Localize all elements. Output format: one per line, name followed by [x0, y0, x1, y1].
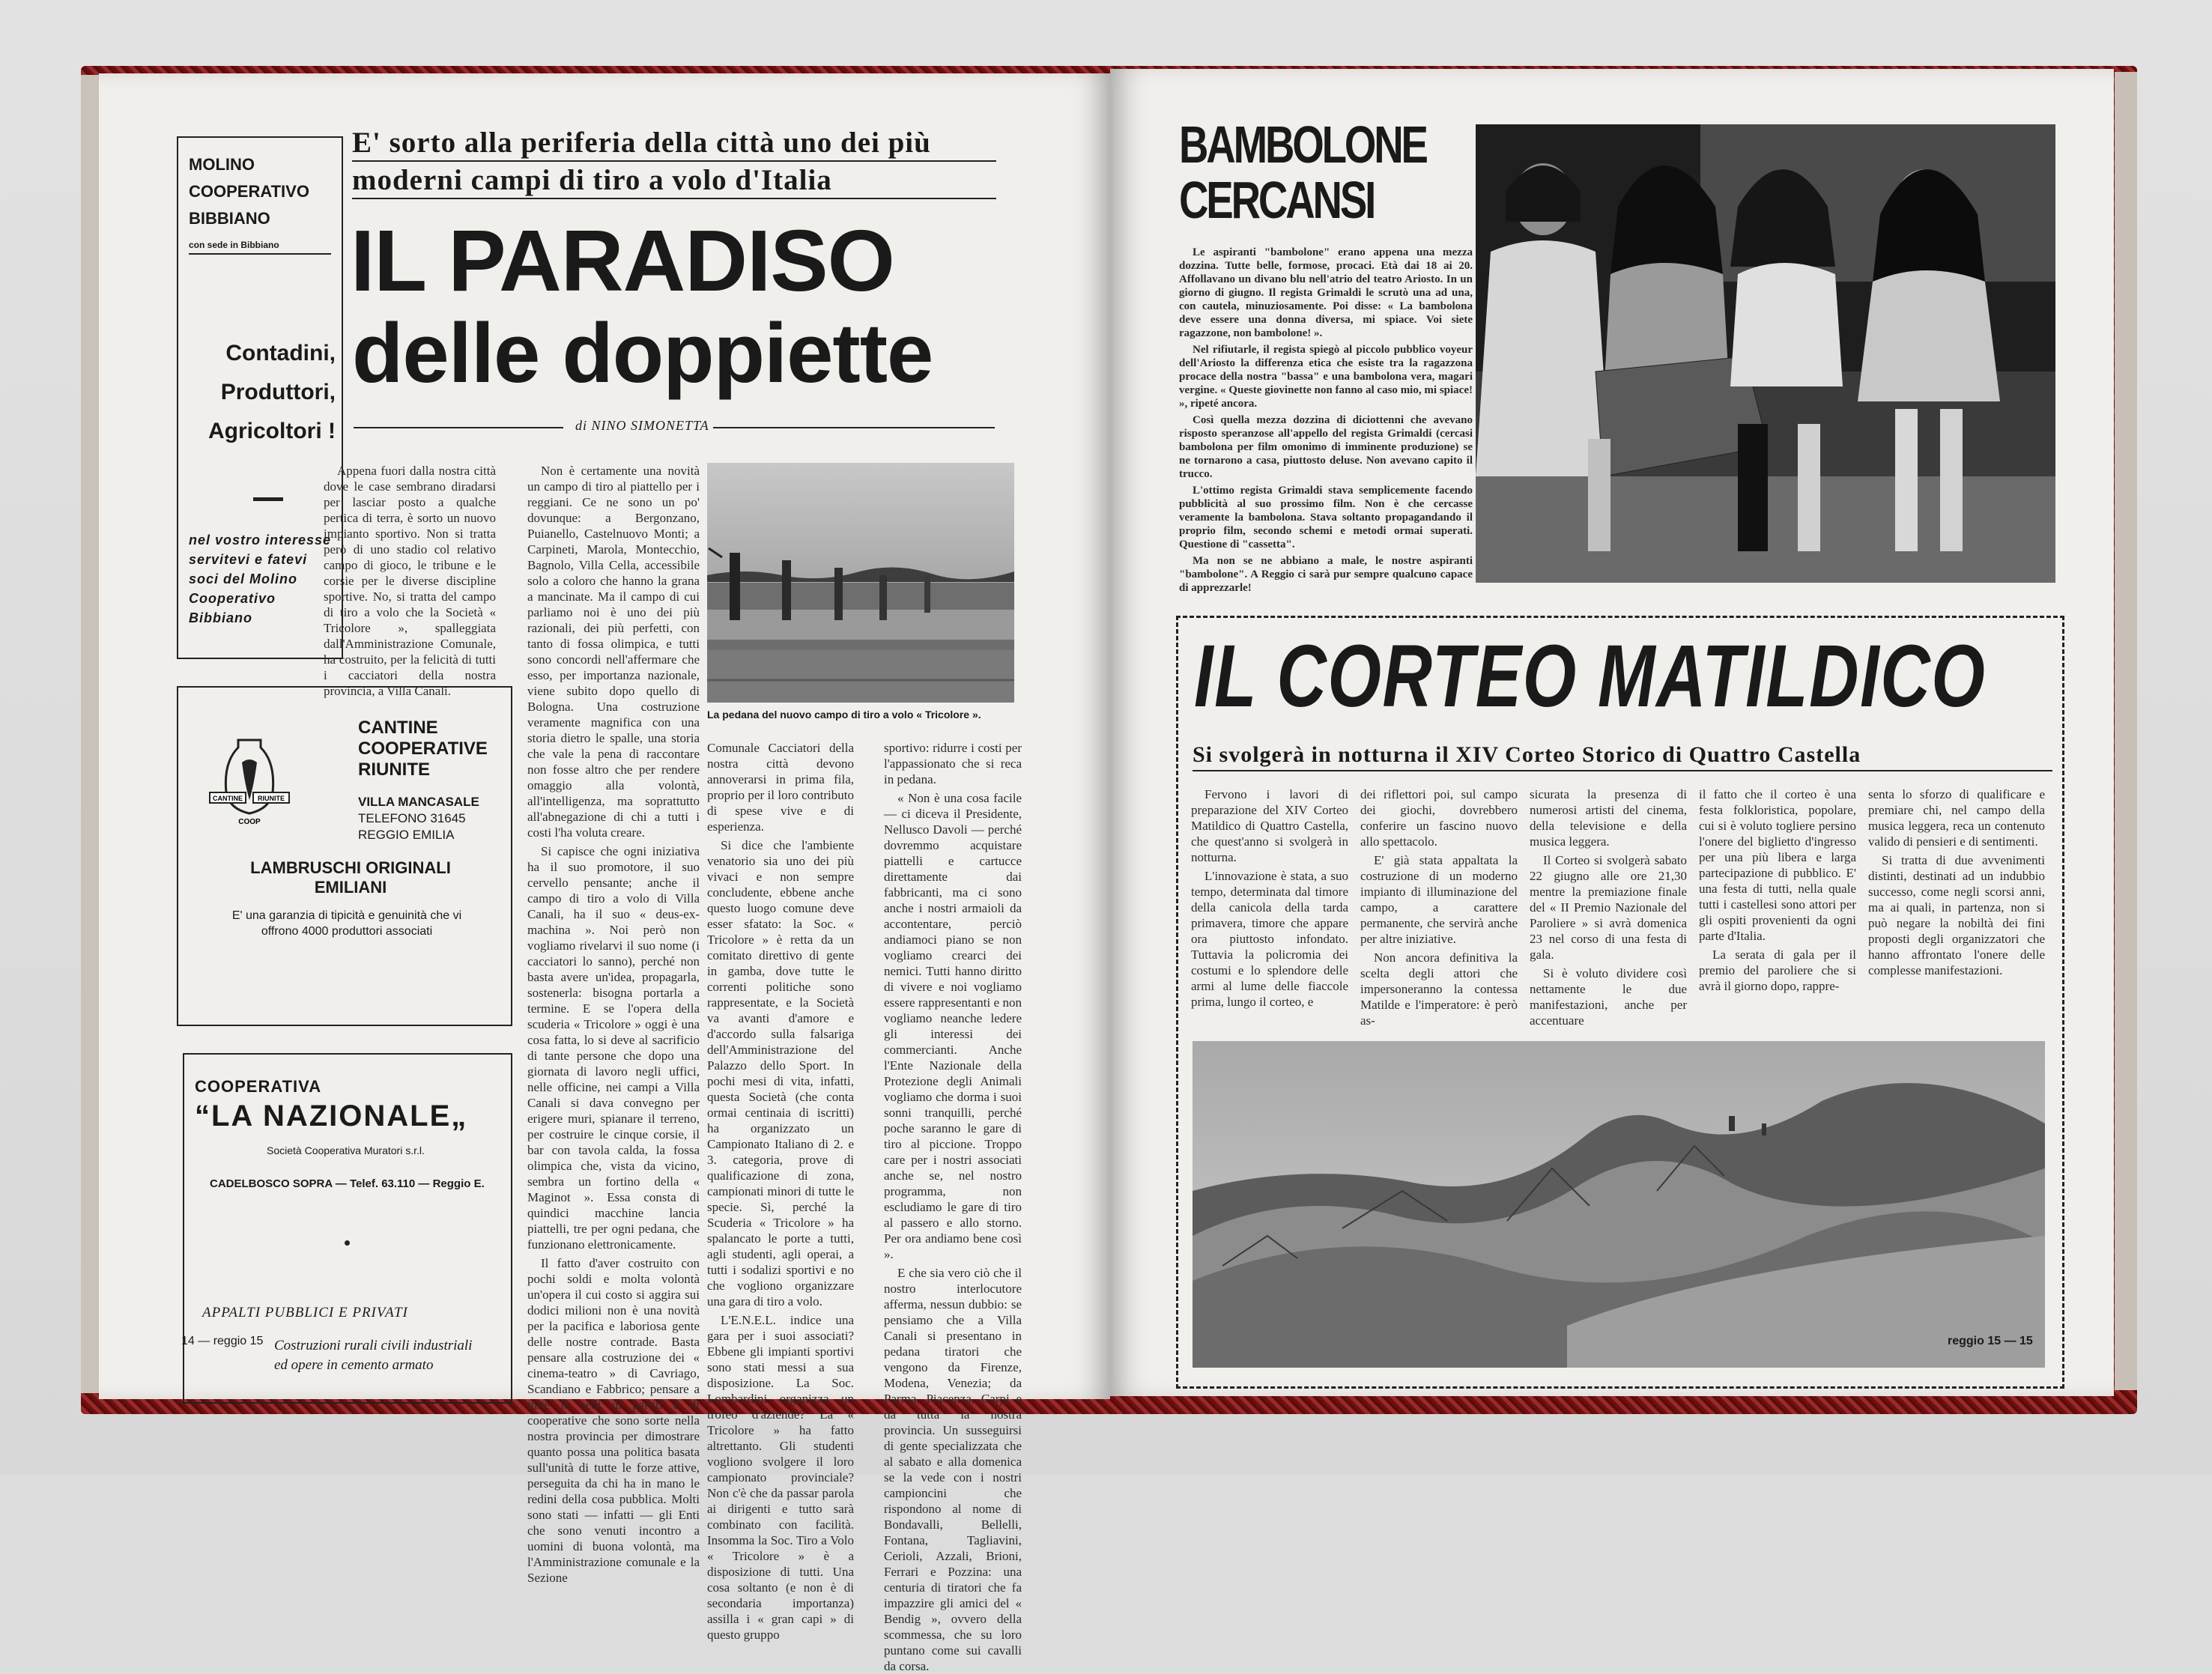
corteo-title: IL CORTEO MATILDICO [1194, 627, 1987, 726]
photo-caption: La pedana del nuovo campo di tiro a volo « Tricolore ». [707, 709, 981, 721]
article-title-2: delle doppiette [352, 306, 933, 400]
nazionale-line2: Costruzioni rurali civili industriali [274, 1338, 473, 1353]
svg-text:COOP: COOP [238, 818, 261, 826]
molino-slogan: Contadini, Produttori, Agricoltori ! [208, 341, 336, 443]
shooting-range-photo [707, 463, 1014, 703]
molino-dash [253, 497, 283, 501]
kicker-rule-1 [352, 160, 996, 162]
article-kicker: E' sorto alla periferia della città uno dei più moderni campi di tiro a volo d'Italia [352, 127, 931, 196]
article-col-3: Comunale Cacciatori della nostra città devono annoverarsi in prima fila, proprio per il loro contributo di spese vive e di esperienza. Si dice che l'ambiente venatorio sia uno dei più vivaci e non sempre concludente, ebbene anche questo luogo comune deve esser sfatato: la Soc. « Tricolore » è retta da un comitato direttivo di gente in gamba, dove tutte le correnti politiche sono rappresentate, e la Società va avanti d'amore e d'accordo sulla falsariga dell'Amministrazione del Palazzo dello Sport. In pochi mesi di vita, infatti, questa Società (che conta ormai centinaia di iscritti) ha organizzato un Campionato Italiano di 2. e 3. categoria, prove di qualificazione di zona, campionati minori di tutte le specie. Sì, perché la Scuderia « Tricolore » ha spalancato le porte a tutti, agli studenti, agli operai, a tutti i sodalizi sportivi e no che vogliono organizzare una gara di tiro a volo. L'E.N.E.L. indice una gara per i suoi associati? Ebbene gli impianti sportivi sono stati messi a sua disposizione. La Soc. Lombardini organizza un trofeo d'aziende? La « Tricolore » ha fatto altrettanto. Gli studenti vogliono svolgere il loro campionato provinciale? Non c'è che da passar parola ai dirigenti e tutto sarà combinato con facilità. Insomma la Soc. Tiro a Volo « Tricolore » è a disposizione di tutti. Una cosa soltanto (e non è di secondaria importanza) assilla i « gran capi » di questo gruppo [707, 741, 854, 1642]
cantine-address: VILLA MANCASALE TELEFONO 31645 REGGIO EMILIA [358, 795, 479, 842]
cover-edge-right [2115, 72, 2137, 1390]
corteo-col-3: sicurata la presenza di numerosi artisti del cinema, della televisione e della musica leggera. Il Corteo si svolgerà sabato 22 giugno alle ore 21,30 mentre la premiazione finale del « II Premio Nazionale del Paroliere » si avrà domenica 23 nel corso di una festa di gala. Si è voluto dividere così nettamente le due manifestazioni, anche per accentuare [1530, 787, 1687, 1028]
left-folio: 14 — reggio 15 [181, 1335, 264, 1347]
nazionale-line1: APPALTI PUBBLICI E PRIVATI [202, 1305, 408, 1320]
left-page [99, 73, 1110, 1673]
svg-text:RIUNITE: RIUNITE [258, 795, 285, 802]
landscape-image [1193, 1041, 2045, 1368]
right-folio: reggio 15 — 15 [1948, 1335, 2033, 1347]
molino-title: MOLINO COOPERATIVO BIBBIANO [189, 155, 309, 228]
byline-rule-right [713, 427, 995, 428]
ad-cantine [177, 686, 512, 1026]
corteo-col-5: senta lo sforzo di qualificare e premiare chi, nel campo della musica leggera, reca un contenuto valido di pensieri e di sentimenti. Si tratta di due avvenimenti distinti, destinati ad un indubbio successo, come negli scorsi anni, ma ai quali, in partenza, non si può negare la nobiltà dei fini proposti degli organizzatori che hanno affrontato l'onere delle complesse manifestazioni. [1868, 787, 2045, 977]
badlands-landscape-photo [1193, 1041, 2045, 1368]
byline-rule-left [354, 427, 563, 428]
corteo-subtitle: Si svolgerà in notturna il XIV Corteo Storico di Quattro Castella [1193, 742, 1861, 767]
molino-rule [189, 253, 331, 255]
shooting-range-image [707, 463, 1014, 703]
corteo-rule [1193, 770, 2052, 771]
bambolone-text: Le aspiranti "bambolone" erano appena una mezza dozzina. Tutte belle, formose, procaci. Età dai 18 ai 20. Affollavano un divano blu nell'atrio del teatro Ariosto. In un giorno di giugno. Il regista Grimaldi le scrutò una ad una, con cautela, minuziosamente. Poi disse: « La bambolona deve essere una donna diversa, mi spiace. Voi siete ragazzone, non bambolone! ». Nel rifiutarle, il regista spiegò al piccolo pubblico voyeur dell'Ariosto la differenza etica che esiste tra la ragazzona procace della nostra "bassa" e una bambolona vera, magari vergine. « Queste giovinette non fanno al caso mio, mi spiace! », ripeté ancora. Così quella mezza dozzina di diciottenni che avevano risposto speranzose all'appello del regista Grimaldi (cercasi bambolona per film omonimo di imminente produzione) se ne tornarono a casa, piuttosto deluse. Non avevano capito il trucco. L'ottimo regista Grimaldi stava semplicemente facendo pubblicità al suo prossimo film. Non è che cercasse veramente la bambolona. Stava soltanto propagandando il proprio film, secondo schemi e metodi ormai superati. Questione di "cassetta". Ma non se ne abbiano a male, le nostre aspiranti "bambolone". A Reggio ci sarà pur sempre qualcuno capace di apprezzarle! [1179, 246, 1473, 594]
nazionale-line3: ed opere in cemento armato [274, 1357, 434, 1373]
corteo-col-1: Fervono i lavori di preparazione del XIV Corteo Matildico di Quattro Castella, che quest'anno si svolgerà in notturna. L'innovazione è stata, a suo tempo, determinata dal timore della canicola della tarda primavera, timore che appare ora piuttosto infondato. Tuttavia la policromia dei costumi e lo splendore delle armi al lume delle fiaccole prima, lungo il corteo, e [1191, 787, 1348, 1009]
nazionale-dot [345, 1240, 350, 1246]
ad-molino [177, 136, 343, 659]
bambolone-title-1: BAMBOLONE [1179, 115, 1426, 174]
corteo-col-4: il fatto che il corteo è una festa folkloristica, popolare, cui si è voluto togliere persino l'onere del biglietto d'ingresso per una più libera e larga partecipazione di pubblico. E' una festa di tutti, nella quale tutti i castellesi sono attori per gli ospiti provenienti da ogni parte d'Italia. La serata di gala per il premio del paroliere che si avrà il giorno dopo, rappre- [1699, 787, 1856, 993]
corteo-col-2: dei riflettori poi, sul campo dei giochi, dovrebbero conferire un fascino nuovo allo spettacolo. E' già stata appaltata la costruzione di un moderno impianto di illuminazione del campo, a carattere permanente, che servirà anche per altre iniziative. Non ancora definitiva la scelta degli attori che impersoneranno la contessa Matilde e l'imperatore: è però as- [1360, 787, 1518, 1028]
cantine-title: CANTINE COOPERATIVE RIUNITE [358, 718, 488, 780]
molino-subtitle: con sede in Bibbiano [189, 240, 279, 250]
cover-edge-left [81, 75, 100, 1393]
article-col-1: Appena fuori dalla nostra città dove le case sembrano diradarsi per lasciar posto a qualche pertica di terra, è sorto un nuovo impianto sportivo. Non si tratta però di uno stadio col relativo campo di gioco, le tribune e le corsie per le diverse discipline sportive. No, si tratta del campo di tiro a volo che la Società « Tricolore », spalleggiata dall'Amministrazione Comunale, ha costruito, per la felicità di tutti i cacciatori della nostra provincia, a Villa Canali. [324, 464, 496, 698]
nazionale-top: COOPERATIVA [195, 1077, 322, 1096]
svg-text:CANTINE: CANTINE [213, 795, 243, 802]
article-col-4: sportivo: ridurre i costi per l'appassionato che si reca in pedana. « Non è una cosa facile — ci diceva il Presidente, Nellusco Davoli — perché dovremmo acquistare piattelli e cartucce direttamente dai fabbricanti, ma ci sono anche i nostri armaioli da accontentare, perciò andiamoci piano se non vogliamo crearci dei nemici. Tutti hanno diritto di vivere e noi vogliamo essere rappresentanti e non vogliamo neanche ledere gli interessi dei commercianti. Anche l'Ente Nazionale della Protezione degli Animali vogliamo che dorma i suoi sonni tranquilli, perché poche saranno le gare di tiro al piccione. Troppo care per i nostri associati anche se, nel nostro programma, non escludiamo le gare di tiro al passero e allo storno. Per ora andiamo bene così ». E che sia vero ciò che il nostro interlocutore afferma, nessun dubbio: se pensiamo che a Villa Canali si presentano in pedana tiratori che vengono da Firenze, Modena, Venezia; da Parma, Piacenza, Carpi e da tutta la nostra provincia. Un susseguirsi di gente specializzata che al sabato e alla domenica se la vede con i nostri campioncini che rispondono al nome di Bondavalli, Bellelli, Fontana, Tagliavini, Cerioli, Azzali, Brioni, Ferrari e Pozzina: una centuria di tiratori che fa impazzire gli amici del « Bendig », ovvero della scommessa, che su loro puntano come sui cavalli da corsa. [884, 741, 1022, 1673]
actresses-image [1476, 124, 2055, 583]
right-page [1110, 69, 2114, 1396]
article-col-2: Non è certamente una novità un campo di tiro al piattello per i reggiani. Ce ne sono un po' dovunque: a Bergonzano, Puianello, Castelnuovo Monti; a Carpineti, Marola, Montecchio, Bagnolo, Villa Cella, accessibile solo a coloro che hanno la grana a mancinate. Ma il campo di cui parliamo noi è uno dei più razionali, dei più perfetti, con tanto di fossa olimpica, e tutti sono concordi nell'affermare che esso, per importanza nazionale, viene subito dopo quello di Bologna. Una costruzione veramente magnifica con una storia dietro le spalle, una storia che vale la pena di raccontare non fosse altro che per rendere omaggio alla volontà, all'intelligenza, ma soprattutto all'abnegazione di chi a tutti i costi l'ha voluta creare. Si capisce che ogni iniziativa ha il suo promotore, il suo cervello pensante; anche il campo di tiro a volo di Villa Canali, ha il suo « deus-ex-machina ». Noi però non vogliamo rivelarvi il suo nome (i cacciatori lo sanno), perché non basta avere un'idea, propagarla, sostenerla: bisogna portarla a termine. E se l'opera della scuderia « Tricolore » oggi è una cosa fatta, lo si deve al sacrificio di tante persone che dopo una giornata di lavoro negli uffici, nelle officine, nei campi a Villa Canali si dava convegno per erigere muri, spianare il terreno, per costruire le cinque corsie, il bar con tavola calda, la fossa olimpica che, vista da vicino, sembra un fortino della « Maginot ». Essa consta di quindici macchine lancia piattelli, tre per ogni pedana, che funzionano elettronicamente. Il fatto d'aver costruito con pochi soldi e molta volontà un'opera il cui costo si aggira sui dodici milioni non è una novità per la pacifica e laboriosa gente delle nostre contrade. Basta pensare alla costruzione dei « cinema-teatro » di Cavriago, Scandiano e Fabbrico; pensare a tutte le sedi di partiti e di cooperative che sono sorte nella nostra provincia per dimostrare quanto possa una politica basata sull'unità di tutte le forze attive, perseguita da chi ha in mano le redini della cosa pubblica. Molti sono stati — infatti — gli Enti che sono venuti incontro a uomini di buona volontà, ma l'Amministrazione comunale e la Sezione [527, 464, 700, 1585]
article-title-1: IL PARADISO [351, 212, 894, 309]
cantine-headline: LAMBRUSCHI ORIGINALI EMILIANI [250, 858, 451, 897]
nazionale-sub: Società Cooperativa Muratori s.r.l. [267, 1144, 425, 1156]
kicker-rule-2 [352, 198, 996, 199]
bambolone-title-2: CERCANSI [1179, 171, 1375, 229]
aspiring-actresses-photo [1476, 124, 2055, 583]
ad-nazionale [183, 1053, 512, 1404]
cantine-tagline: E' una garanzia di tipicità e genuinità che vi offrono 4000 produttori associati [231, 909, 462, 938]
molino-body: nel vostro interesse servitevi e fatevi soci del Molino Cooperativo Bibbiano [189, 533, 332, 625]
nazionale-name: “LA NAZIONALE„ [195, 1100, 468, 1132]
nazionale-address: CADELBOSCO SOPRA — Telef. 63.110 — Reggio E. [210, 1177, 485, 1190]
cantine-logo [208, 733, 291, 830]
article-byline: di NINO SIMONETTA [575, 418, 709, 433]
wine-jar-logo-icon [208, 733, 291, 830]
